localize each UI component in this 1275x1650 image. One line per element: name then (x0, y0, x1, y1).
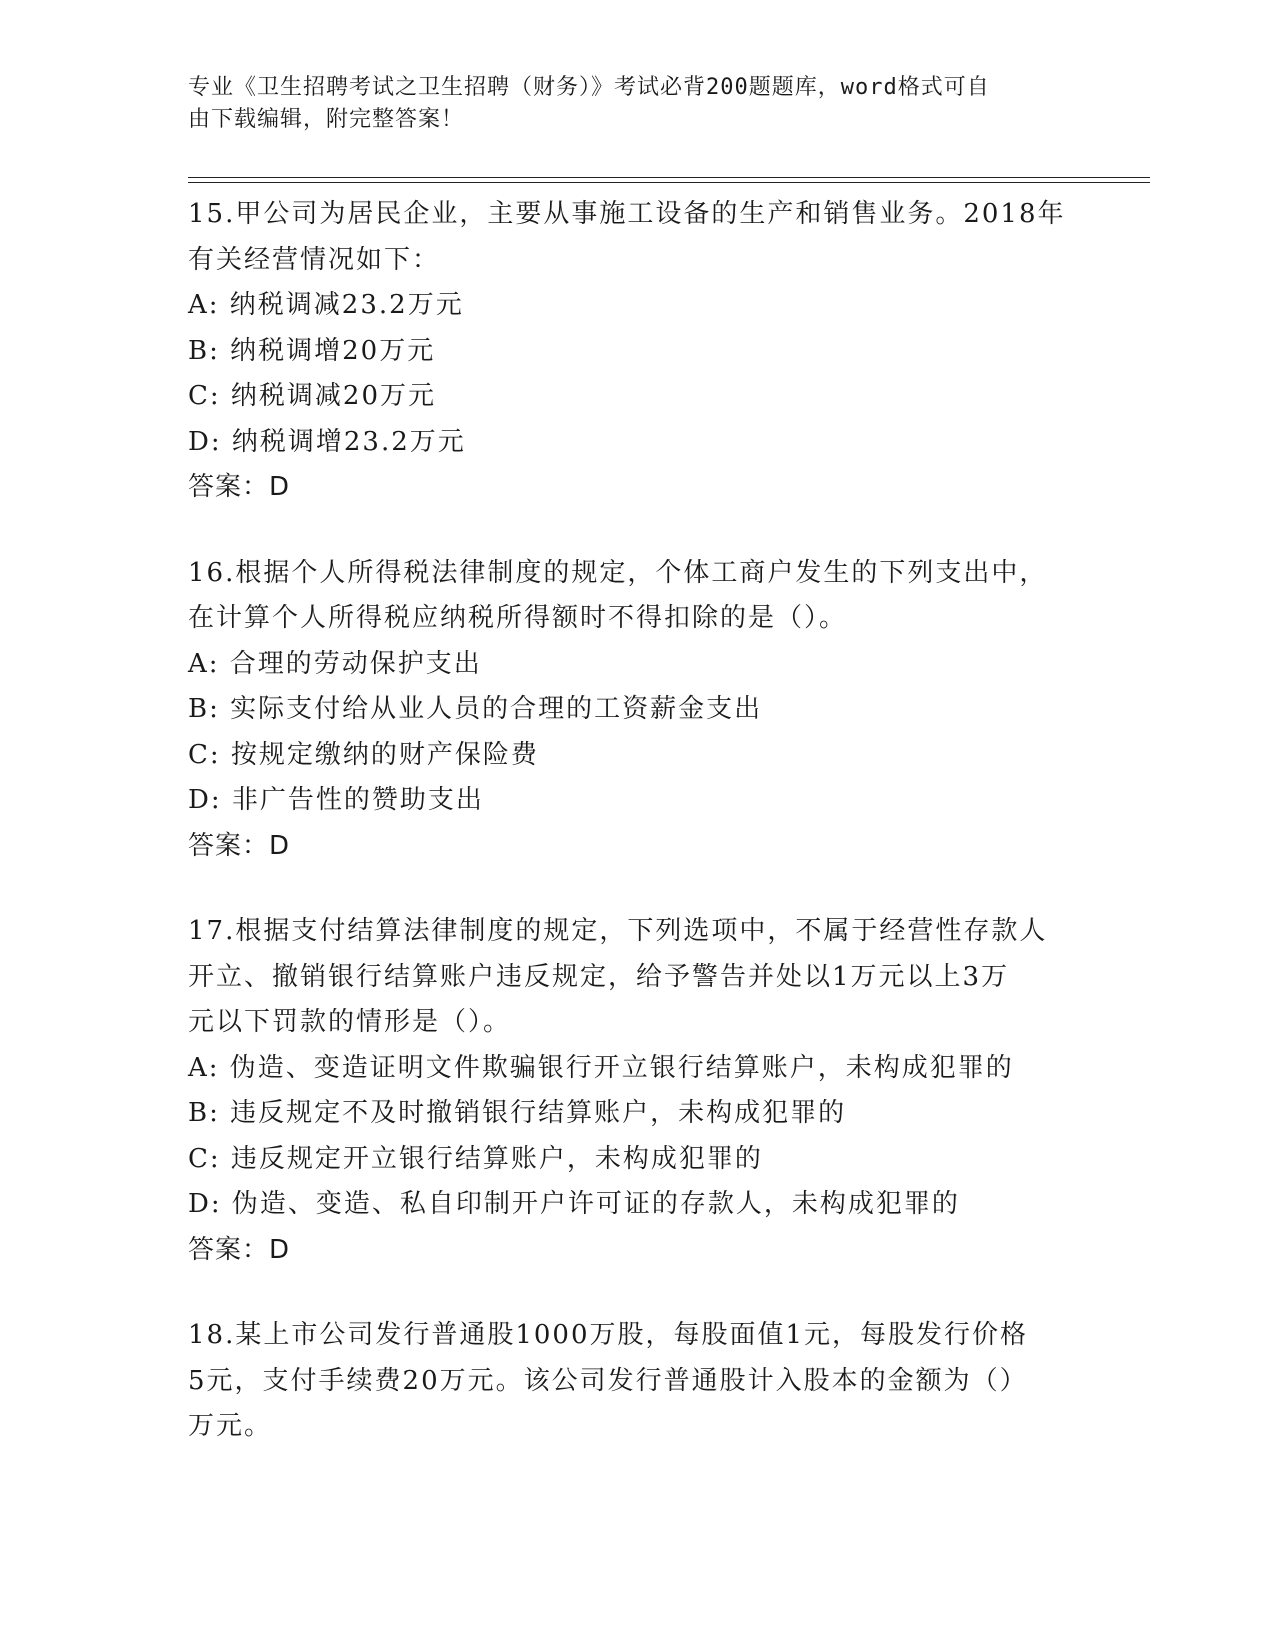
option-a: A: 伪造、变造证明文件欺骗银行开立银行结算账户，未构成犯罪的 (188, 1052, 1014, 1083)
question-text-line: 17.根据支付结算法律制度的规定，下列选项中，不属于经营性存款人 (188, 916, 1048, 946)
header-divider-bottom (188, 182, 1150, 183)
answer-text: 答案：D (188, 830, 291, 861)
answer-text: 答案：D (188, 1234, 291, 1265)
question-text-line: 开立、撤销银行结算账户违反规定，给予警告并处以1万元以上3万 (188, 961, 1010, 992)
question-item (188, 192, 1088, 511)
option-d: D: 伪造、变造、私自印制开户许可证的存款人，未构成犯罪的 (188, 1189, 960, 1219)
document-header (188, 72, 1068, 136)
option-c: C: 纳税调减20万元 (188, 381, 437, 411)
option-a: A: 纳税调减23.2万元 (188, 290, 464, 320)
option-d: D: 非广告性的赞助支出 (188, 785, 484, 815)
question-text-line: 有关经营情况如下： (188, 244, 441, 275)
question-text-line: 在计算个人所得税应纳税所得额时不得扣除的是（）。 (188, 603, 848, 633)
option-b: B: 违反规定不及时撤销银行结算账户，未构成犯罪的 (188, 1098, 847, 1128)
question-item (188, 909, 1088, 1273)
question-item (188, 1313, 1088, 1450)
option-a: A: 合理的劳动保护支出 (188, 648, 482, 679)
option-b: B: 实际支付给从业人员的合理的工资薪金支出 (188, 694, 763, 724)
question-text-line: 15.甲公司为居民企业，主要从事施工设备的生产和销售业务。2018年 (188, 199, 1066, 229)
question-text-line: 18.某上市公司发行普通股1000万股，每股面值1元，每股发行价格 (188, 1320, 1029, 1350)
question-text-line: 5元，支付手续费20万元。该公司发行普通股计入股本的金额为（） (188, 1365, 1028, 1396)
question-item (188, 551, 1088, 870)
option-b: B: 纳税调增20万元 (188, 335, 436, 366)
question-list (188, 192, 1088, 1490)
answer-text: 答案：D (188, 472, 291, 502)
question-text-line: 元以下罚款的情形是（）。 (188, 1007, 512, 1037)
option-c: C: 违反规定开立银行结算账户，未构成犯罪的 (188, 1143, 763, 1174)
question-text-line: 万元。 (188, 1411, 273, 1441)
header-divider-top (188, 177, 1150, 178)
option-c: C: 按规定缴纳的财产保险费 (188, 739, 539, 770)
option-d: D: 纳税调增23.2万元 (188, 426, 466, 457)
header-line-2: 由下载编辑，附完整答案！ (188, 107, 465, 132)
question-text-line: 16.根据个人所得税法律制度的规定，个体工商户发生的下列支出中， (188, 557, 1048, 588)
header-line-1: 专业《卫生招聘考试之卫生招聘（财务）》考试必背200题题库，word格式可自 (188, 75, 990, 100)
